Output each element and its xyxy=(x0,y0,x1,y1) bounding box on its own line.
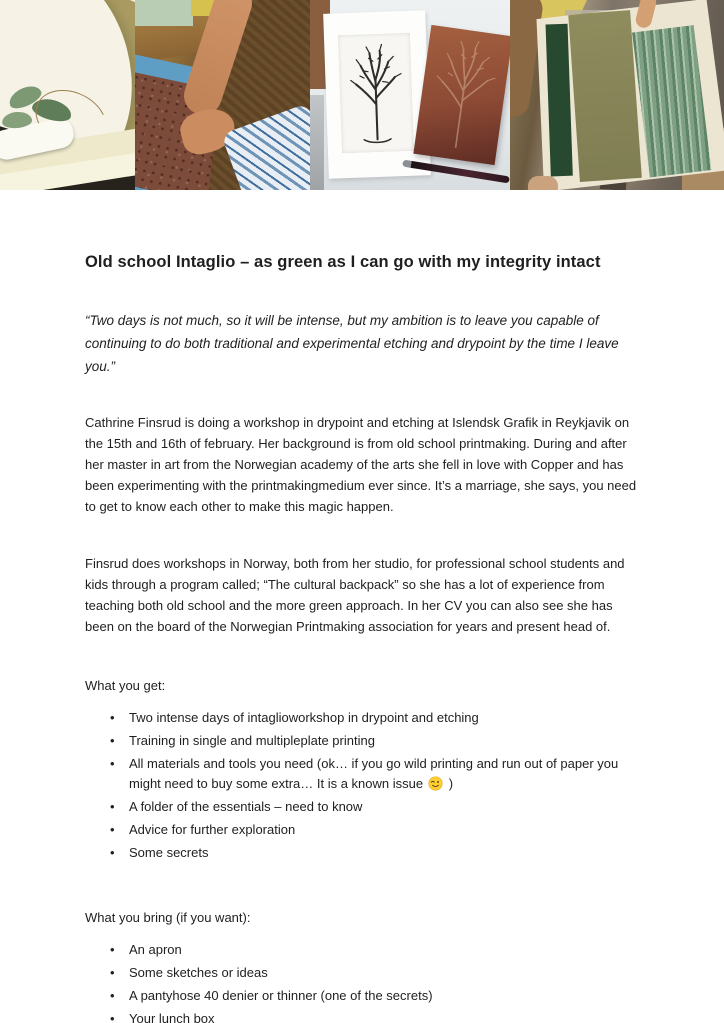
article-body xyxy=(0,252,724,1023)
photo-green-print-held-up xyxy=(510,0,724,190)
page-title: Old school Intaglio – as green as I can go with my integrity intact xyxy=(85,253,601,271)
photo-tree-print-and-plate xyxy=(310,0,510,190)
photo-prints-with-eucalyptus xyxy=(0,0,135,190)
bullet-text: Your lunch box xyxy=(129,1011,215,1023)
plate-mark xyxy=(338,33,414,153)
tree-plate-ghost-illustration xyxy=(413,25,510,165)
photo-hand-inking-copper-plate xyxy=(135,0,310,190)
dark-green-print-band xyxy=(546,24,573,177)
bullet-text: A pantyhose 40 denier or thinner (one of the secrets) xyxy=(129,988,433,1003)
what-you-get-heading: What you get: xyxy=(85,678,166,693)
bullet-item xyxy=(85,843,640,863)
bullet-item xyxy=(85,986,640,1006)
bullet-item xyxy=(85,820,640,840)
finger xyxy=(528,176,558,190)
header-photo-strip xyxy=(0,0,724,190)
bullet-text: Some secrets xyxy=(129,844,209,860)
copper-plate-with-tree xyxy=(413,25,510,165)
intro-quote: “Two days is not much, so it will be intense, but my ambition is to leave you capable of continuing to do both traditional and experimental etching and drypoint by the time I leave you.” xyxy=(85,313,619,374)
bullet-item xyxy=(85,1009,640,1023)
bullet-text: A folder of the essentials – need to know xyxy=(129,798,363,814)
tree-etching-illustration xyxy=(338,33,414,153)
sage-striped-print-band xyxy=(632,25,711,177)
bullet-item xyxy=(85,731,640,751)
olive-print-band xyxy=(568,10,642,182)
bullet-text: Advice for further exploration xyxy=(129,821,296,837)
bullet-text: An apron xyxy=(129,942,182,957)
large-print-sheet xyxy=(529,0,724,190)
bullet-item xyxy=(85,797,640,817)
paragraph-about-workshops: Finsrud does workshops in Norway, both from her studio, for professional school students and kids through a program called; “The cultural backpack” so she has a lot of experience from teaching both old school and the more green approach. In her CV you can also see she has been on the board of the Norwegian Printmaking association for years and present head of. xyxy=(85,556,625,634)
bullet-item xyxy=(85,940,640,960)
background-stack xyxy=(310,95,324,190)
bullet-text: Training in single and multipleplate printing xyxy=(129,733,375,748)
bullet-item xyxy=(85,708,640,728)
paragraph-about-cathrine: Cathrine Finsrud is doing a workshop in drypoint and etching at Islendsk Grafik in Reykjavik on the 15th and 16th of february. Her background is from old school printmaking. During and after her master in art from the Norwegian academy of the arts she fell in love with Copper and has been experimenting with the printmakingmedium ever since. It’s a marriage, she says, you need to get to know each other to make this magic happen. xyxy=(85,415,637,514)
bullet-text: Some sketches or ideas xyxy=(129,965,268,980)
wink-emoji-icon xyxy=(428,776,443,791)
bullet-item xyxy=(85,963,640,983)
window-light xyxy=(135,0,193,26)
what-you-bring-list xyxy=(85,940,640,1023)
bullet-text-suffix: ) xyxy=(445,775,454,791)
what-you-get-list xyxy=(85,708,640,862)
bullet-text: Two intense days of intaglioworkshop in drypoint and etching xyxy=(129,710,479,725)
what-you-bring-heading: What you bring (if you want): xyxy=(85,910,251,925)
bullet-item xyxy=(85,754,640,793)
bullet-text: All materials and tools you need (ok… if you go wild printing and run out of paper you might need to buy some extra… It is a known issue xyxy=(129,756,619,791)
